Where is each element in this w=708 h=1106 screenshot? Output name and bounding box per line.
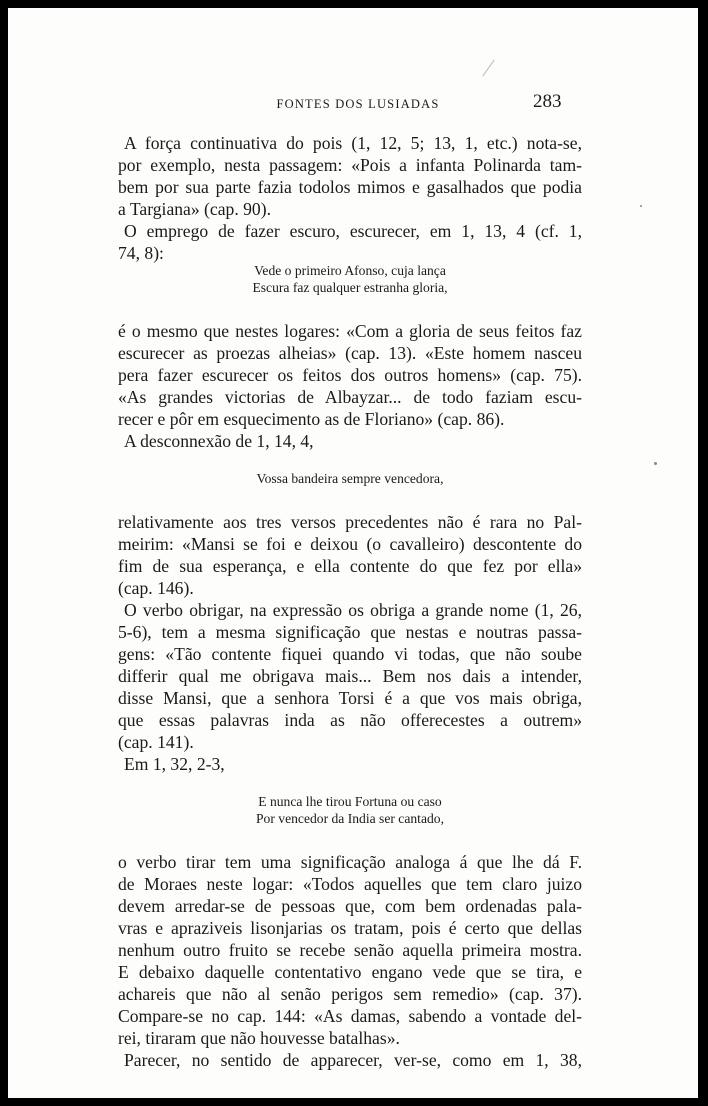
verse-line: Por vencedor da India ser cantado,	[256, 811, 444, 826]
text-line: A desconnexão de 1, 14, 4,	[124, 431, 314, 451]
paragraph-desconnexao	[118, 430, 582, 452]
text-line: Compare-se no cap. 144: «As damas, sabendo a vontade del-	[118, 1006, 582, 1026]
text-line: disse Mansi, que a senhora Torsi é a que vos mais obriga,	[118, 688, 582, 708]
text-line: recer e pôr em esquecimento as de Floriano» (cap. 86).	[118, 409, 505, 429]
text-line: A força continuativa do pois (1, 12, 5; 13, 1, etc.) nota-se,	[124, 133, 582, 153]
paragraph-obrigar	[118, 599, 582, 753]
body-text	[118, 132, 582, 1071]
verse-line: Escura faz qualquer estranha gloria,	[252, 280, 448, 295]
text-line: a Targiana» (cap. 90).	[118, 199, 271, 219]
book-page	[8, 8, 698, 1098]
text-line: E debaixo daquelle contentativo engano vede que se tira, e	[118, 962, 582, 982]
text-line: meirim: «Mansi se foi e deixou (o cavalleiro) descontente do	[118, 534, 582, 554]
paragraph-parecer	[118, 1049, 582, 1071]
text-line: 74, 8):	[118, 243, 164, 263]
text-line: pera fazer escurecer os feitos dos outros homens» (cap. 75).	[118, 365, 582, 385]
paragraph-verbo-tirar	[118, 851, 582, 1049]
scan-speck	[640, 205, 642, 207]
text-line: (cap. 141).	[118, 732, 194, 752]
verse-quote	[118, 793, 582, 827]
text-line: differir qual me obrigava mais... Bem nos dais a intender,	[118, 666, 582, 686]
text-line: 5-6), tem a mesma significação que nestas e noutras passa-	[118, 622, 582, 642]
paragraph-forca-continuativa	[118, 132, 582, 220]
text-line: o verbo tirar tem uma significação analoga á que lhe dá F.	[118, 852, 582, 872]
text-line: vras e apraziveis lisonjarias os tratam, pois é certo que dellas	[118, 918, 582, 938]
text-line: fim de sua esperança, e ella contente do que fez por ella»	[118, 556, 582, 576]
text-line: Parecer, no sentido de apparecer, ver-se, como em 1, 38,	[124, 1050, 582, 1070]
text-line: O verbo obrigar, na expressão os obriga a grande nome (1, 26,	[124, 600, 582, 620]
scan-speck	[654, 462, 657, 465]
text-line: nenhum outro fruito se recebe senão aquella primeira mostra.	[118, 940, 582, 960]
text-line: relativamente aos tres versos precedentes não é rara no Pal-	[118, 512, 582, 532]
text-line: devem arredar-se de pessoas que, com bem ordenadas pala-	[118, 896, 582, 916]
verse-quote	[118, 470, 582, 487]
text-line: de Moraes neste logar: «Todos aquelles que tem claro juizo	[118, 874, 582, 894]
verse-line: Vossa bandeira sempre vencedora,	[256, 471, 444, 486]
text-line: é o mesmo que nestes logares: «Com a gloria de seus feitos faz	[118, 321, 582, 341]
verse-line: Vede o primeiro Afonso, cuja lança	[254, 263, 446, 278]
text-line: Em 1, 32, 2-3,	[124, 754, 225, 774]
text-line: O emprego de fazer escuro, escurecer, em 1, 13, 4 (cf. 1,	[124, 221, 582, 241]
text-line: achareis que não al senão perigos sem remedio» (cap. 37).	[118, 984, 582, 1004]
text-line: gens: «Tão contente fiquei quando vi todas, que não soube	[118, 644, 582, 664]
page-number: 283	[533, 91, 562, 112]
verse-line: E nunca lhe tirou Fortuna ou caso	[258, 794, 442, 809]
text-line: por exemplo, nesta passagem: «Pois a infanta Polinarda tam-	[118, 155, 582, 175]
paragraph-emprego	[118, 220, 582, 264]
paragraph-relativamente	[118, 511, 582, 599]
paragraph-mesmo-que	[118, 320, 582, 430]
text-line: «As grandes victorias de Albayzar... de todo faziam escu-	[118, 387, 582, 407]
text-line: rei, tiraram que não houvesse batalhas».	[118, 1028, 400, 1048]
scan-mark	[482, 60, 494, 77]
paragraph-em-1-32	[118, 753, 582, 775]
running-header-title: FONTES DOS LUSIADAS	[276, 97, 440, 111]
text-line: bem por sua parte fazia todolos mimos e gasalhados que podia	[118, 177, 582, 197]
text-line: que essas palavras inda as não offerecestes a outrem»	[118, 710, 582, 730]
text-line: (cap. 146).	[118, 578, 194, 598]
verse-quote	[118, 262, 582, 296]
text-line: escurecer as proezas alheias» (cap. 13). «Este homem nasceu	[118, 343, 582, 363]
